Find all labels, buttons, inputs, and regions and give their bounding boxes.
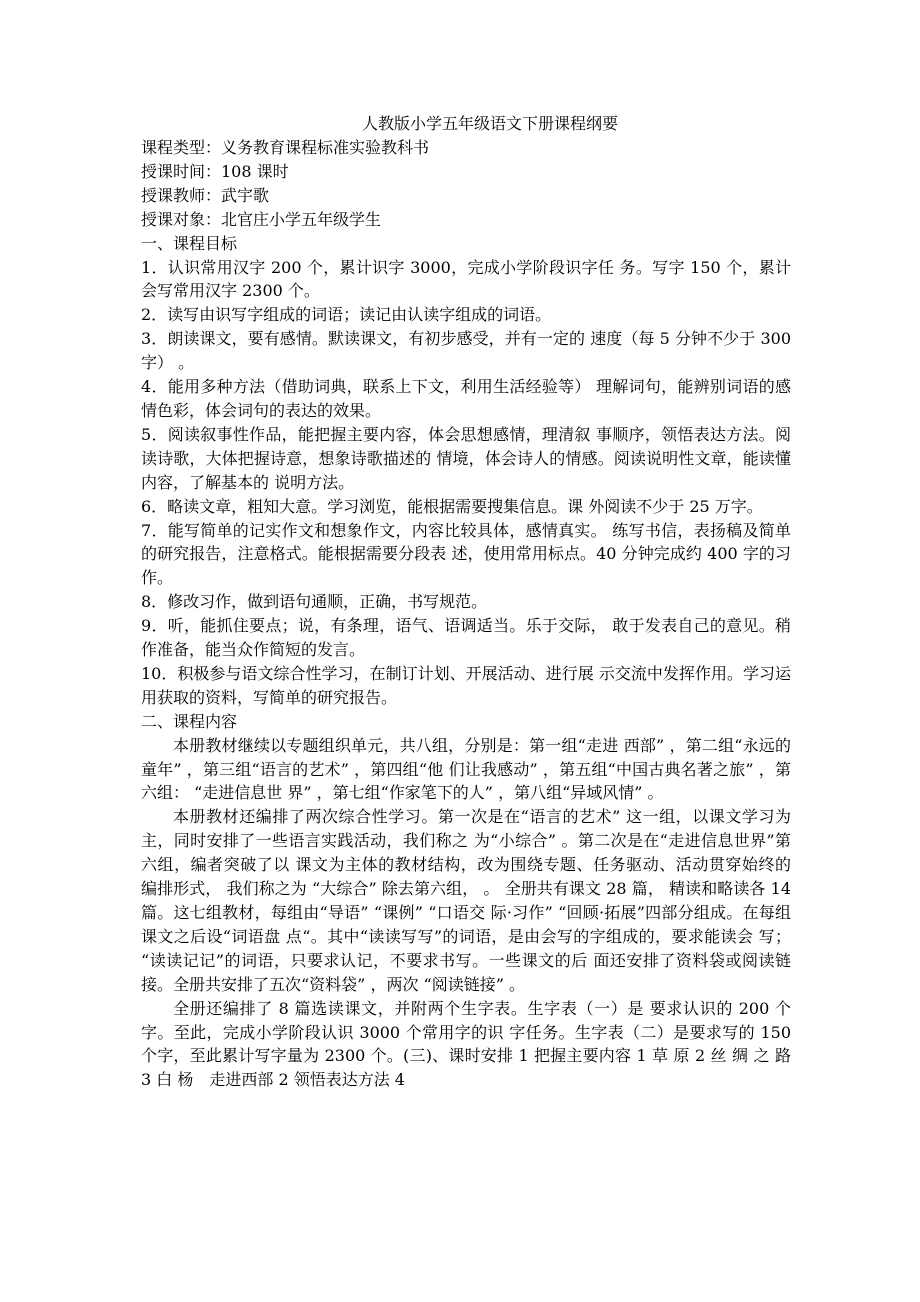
goal-item: 7．能写简单的记实作文和想象作文，内容比较具体，感情真实。 练写书信，表扬稿及简单的研究报告，注意格式。能根据需要分段表 述，使用常用标点。40 分钟完成约 400 字的习作。 xyxy=(141,520,791,588)
goal-item: 6．略读文章，粗知大意。学习浏览，能根据需要搜集信息。课 外阅读不少于 25 万字。 xyxy=(141,496,763,516)
content-paragraph: 本册教材还编排了两次综合性学习。第一次是在“语言的艺术” 这一组，以课文学习为主，同时安排了一些语言实践活动，我们称之 为“小综合” 。第二次是在“走进信息世界”第六组，编者突破了以 课文为主体的教材结构，改为围绕专题、任务驱动、活动贯穿始终的 编排形式， 我们称之为 “大综合” 除去第六组， 。 全册共有课文 28 篇， 精读和略读各 14 篇。这七组教材，每组由“导语” “课例” “口语交 际·习作” “回顾·拓展”四部分组成。在每组课文之后设“词语盘 点“。其中“读读写写”的词语，是由会写的字组成的，要求能读会 写； “读读记记”的词语，只要求认记，不要求书写。一些课文的后 面还安排了资料袋或阅读链接。全册共安排了五次“资料袋” ，两次 “阅读链接” 。 xyxy=(141,807,791,994)
content-paragraph: 全册还编排了 8 篇选读课文，并附两个生字表。生字表（一）是 要求认识的 200 个字。至此，完成小学阶段认识 3000 个常用字的识 字任务。生字表（二）是要求写的 150 个字，至此累计写字量为 2300 个。(三)、课时安排 1 把握主要内容 1 草 原 2 丝 绸 之 路 3 白 杨 走进西部 2 领悟表达方法 4 xyxy=(141,998,791,1090)
course-audience: 授课对象：北官庄小学五年级学生 xyxy=(141,209,382,229)
goal-item: 2．读写由识写字组成的词语；读记由认读字组成的词语。 xyxy=(141,305,552,325)
course-teacher: 授课教师：武宇歌 xyxy=(141,185,270,205)
document-title: 人教版小学五年级语文下册课程纲要 xyxy=(361,114,618,133)
course-hours: 授课时间：108 课时 xyxy=(141,161,289,181)
goal-item: 10．积极参与语文综合性学习，在制订计划、开展活动、进行展 示交流中发挥作用。学习运用获取的资料，写简单的研究报告。 xyxy=(141,663,791,707)
goal-item: 4．能用多种方法（借助词典，联系上下文，利用生活经验等） 理解词句，能辨别词语的感情色彩，体会词句的表达的效果。 xyxy=(141,377,791,420)
goal-item: 9．听，能抓住要点；说，有条理，语气、语调适当。乐于交际， 敢于发表自己的意见。稍作准备，能当众作简短的发言。 xyxy=(141,616,791,660)
content-paragraph: 本册教材继续以专题组织单元，共八组，分别是：第一组“走进 西部” ，第二组“永远的童年” ，第三组“语言的艺术” ，第四组“他 们让我感动” ，第五组“中国古典名著之旅” ，第六组： “走进信息世 界” ，第七组“作家笔下的人” ，第八组“异域风情” 。 xyxy=(141,735,791,803)
goal-item: 8．修改习作，做到语句通顺，正确，书写规范。 xyxy=(141,592,488,612)
section-heading-goals: 一、课程目标 xyxy=(141,233,238,253)
goal-item: 5．阅读叙事性作品，能把握主要内容，体会思想感情，理清叙 事顺序，领悟表达方法。阅读诗歌，大体把握诗意，想象诗歌描述的 情境，体会诗人的情感。阅读说明性文章，能读懂内容，了解基本的 说明方法。 xyxy=(141,424,791,492)
section-heading-content: 二、课程内容 xyxy=(141,711,238,731)
document-body xyxy=(141,136,791,1092)
course-type: 课程类型：义务教育课程标准实验教科书 xyxy=(141,138,430,157)
goal-item: 1．认识常用汉字 200 个，累计识字 3000，完成小学阶段识字任 务。写字 150 个，累计会写常用汉字 2300 个。 xyxy=(141,257,791,301)
goal-item: 3．朗读课文，要有感情。默读课文，有初步感受，并有一定的 速度（每 5 分钟不少于 300 字） 。 xyxy=(141,329,791,373)
